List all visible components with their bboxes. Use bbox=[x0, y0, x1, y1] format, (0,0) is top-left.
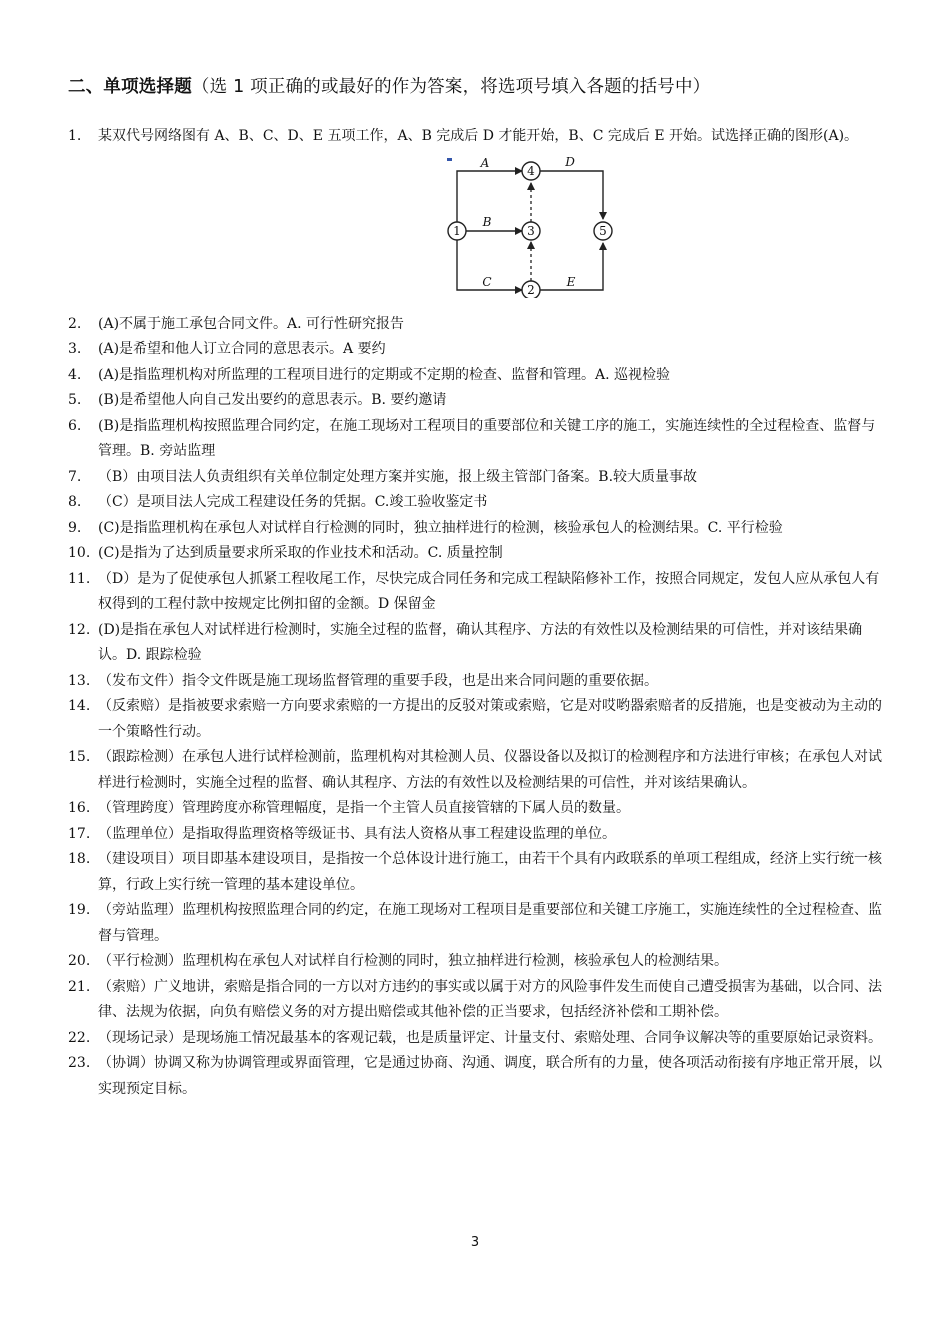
network-diagram-figure bbox=[445, 156, 613, 298]
question-item bbox=[68, 822, 886, 848]
question-number: 5. bbox=[68, 392, 82, 408]
question-item bbox=[68, 1051, 886, 1102]
question-item bbox=[68, 541, 886, 567]
question-number: 16. bbox=[68, 800, 91, 816]
section-instructions: （选 1 项正确的或最好的作为答案，将选项号填入各题的括号中） bbox=[191, 77, 711, 97]
question-item bbox=[68, 949, 886, 975]
question-item bbox=[68, 312, 886, 338]
arrow-d-label: D bbox=[565, 155, 575, 169]
question-item bbox=[68, 745, 886, 796]
question-text: (C)是指监理机构在承包人对试样自行检测的同时，独立抽样进行的检测，核验承包人的检测结果。C. 平行检验 bbox=[98, 519, 783, 536]
question-number: 15. bbox=[68, 749, 91, 765]
section-heading bbox=[68, 74, 908, 100]
question-number: 10. bbox=[68, 545, 91, 561]
question-item bbox=[68, 363, 886, 389]
question-text: （索赔）广义地讲，索赔是指合同的一方以对方违约的事实或以属于对方的风险事件发生而使自己遭受损害为基础，以合同、法律、法规为依据，向负有赔偿义务的对方提出赔偿或其他补偿的正当要求，包括经济补偿和工期补偿。 bbox=[98, 978, 882, 1020]
question-item bbox=[68, 388, 886, 414]
question-item bbox=[68, 618, 886, 669]
diagram-marker bbox=[447, 158, 452, 161]
question-text: （现场记录）是现场施工情况最基本的客观记载，也是质量评定、计量支付、索赔处理、合同争议解决等的重要原始记录资料。 bbox=[98, 1029, 882, 1046]
arrow-a-label: A bbox=[480, 155, 490, 170]
question-text: (A)是指监理机构对所监理的工程项目进行的定期或不定期的检查、监督和管理。A. 巡视检验 bbox=[98, 366, 671, 383]
question-text: （C）是项目法人完成工程建设任务的凭据。C.竣工验收鉴定书 bbox=[98, 494, 488, 510]
arrow-b-label: B bbox=[482, 214, 492, 229]
question-item bbox=[68, 796, 886, 822]
node-3-label: 3 bbox=[527, 223, 535, 238]
question-number: 1. bbox=[68, 128, 82, 144]
question-text: （B）由项目法人负责组织有关单位制定处理方案并实施，报上级主管部门备案。B.较大质量事故 bbox=[98, 468, 698, 485]
question-text: （发布文件）指令文件既是施工现场监督管理的重要手段，也是出来合同问题的重要依据。 bbox=[98, 672, 658, 689]
question-number: 18. bbox=[68, 851, 91, 867]
question-number: 17. bbox=[68, 825, 91, 842]
question-item bbox=[68, 414, 886, 465]
question-item bbox=[68, 124, 886, 298]
question-item bbox=[68, 490, 886, 516]
arrow-c-label: C bbox=[482, 274, 492, 289]
question-number: 21. bbox=[68, 978, 91, 995]
question-item bbox=[68, 694, 886, 745]
question-text: （监理单位）是指取得监理资格等级证书、具有法人资格从事工程建设监理的单位。 bbox=[98, 825, 616, 842]
question-text: (A)是希望和他人订立合同的意思表示。A 要约 bbox=[98, 341, 386, 357]
question-number: 19. bbox=[68, 902, 91, 918]
question-text: （反索赔）是指被要求索赔一方向要求索赔的一方提出的反驳对策或索赔，它是对哎哟器索赔者的反措施，也是变被动为主动的一个策略性行动。 bbox=[98, 698, 882, 740]
question-number: 6. bbox=[68, 417, 82, 434]
question-list bbox=[68, 124, 886, 1102]
question-number: 2. bbox=[68, 315, 82, 332]
question-number: 23. bbox=[68, 1055, 91, 1071]
question-text: (B)是希望他人向自己发出要约的意思表示。B. 要约邀请 bbox=[98, 392, 447, 408]
question-text: （跟踪检测）在承包人进行试样检测前，监理机构对其检测人员、仪器设备以及拟订的检测程序和方法进行审核；在承包人对试样进行检测时，实施全过程的监督、确认其程序、方法的有效性以及检测结果的可信性，并对该结果确认。 bbox=[98, 749, 882, 791]
question-item bbox=[68, 516, 886, 542]
question-item bbox=[68, 898, 886, 949]
question-text: （建设项目）项目即基本建设项目，是指按一个总体设计进行施工，由若干个具有内政联系的单项工程组成，经济上实行统一核算，行政上实行统一管理的基本建设单位。 bbox=[98, 851, 882, 893]
question-item bbox=[68, 337, 886, 363]
section-title: 二、单项选择题 bbox=[68, 77, 192, 97]
question-item bbox=[68, 465, 886, 491]
question-text: (D)是指在承包人对试样进行检测时，实施全过程的监督，确认其程序、方法的有效性以及检测结果的可信性，并对该结果确认。D. 跟踪检验 bbox=[98, 621, 863, 663]
question-text: (C)是指为了达到质量要求所采取的作业技术和活动。C. 质量控制 bbox=[98, 545, 503, 561]
question-text: （平行检测）监理机构在承包人对试样自行检测的同时，独立抽样进行检测，核验承包人的检测结果。 bbox=[98, 953, 728, 969]
question-text: （协调）协调又称为协调管理或界面管理，它是通过协商、沟通、调度，联合所有的力量，使各项活动衔接有序地正常开展，以实现预定目标。 bbox=[98, 1055, 882, 1097]
question-number: 3. bbox=[68, 341, 82, 357]
arrow-d-line bbox=[540, 171, 603, 219]
question-number: 8. bbox=[68, 494, 82, 510]
network-diagram bbox=[445, 156, 613, 298]
question-number: 7. bbox=[68, 468, 82, 485]
node-5-label: 5 bbox=[599, 223, 607, 238]
question-text: (B)是指监理机构按照监理合同约定，在施工现场对工程项目的重要部位和关键工序的施工，实施连续性的全过程检查、监督与管理。B. 旁站监理 bbox=[98, 417, 876, 459]
question-item bbox=[68, 1026, 886, 1052]
question-text: 某双代号网络图有 A、B、C、D、E 五项工作，A、B 完成后 D 才能开始，B、C 完成后 E 开始。试选择正确的图形(A)。 bbox=[98, 128, 859, 144]
question-text: （管理跨度）管理跨度亦称管理幅度，是指一个主管人员直接管辖的下属人员的数量。 bbox=[98, 800, 630, 816]
question-number: 11. bbox=[68, 570, 91, 587]
node-4-label: 4 bbox=[527, 163, 535, 178]
question-number: 9. bbox=[68, 519, 82, 536]
question-text: （旁站监理）监理机构按照监理合同的约定，在施工现场对工程项目是重要部位和关键工序施工，实施连续性的全过程检查、监督与管理。 bbox=[98, 902, 882, 944]
question-text: (A)不属于施工承包合同文件。A. 可行性研究报告 bbox=[98, 315, 405, 332]
question-number: 14. bbox=[68, 698, 91, 714]
question-item bbox=[68, 975, 886, 1026]
question-number: 22. bbox=[68, 1029, 91, 1046]
question-item bbox=[68, 567, 886, 618]
node-1-label: 1 bbox=[453, 223, 461, 238]
question-number: 13. bbox=[68, 672, 91, 689]
node-2-label: 2 bbox=[527, 282, 535, 297]
question-number: 4. bbox=[68, 366, 82, 383]
question-number: 12. bbox=[68, 621, 91, 638]
page-number: 3 bbox=[470, 1235, 480, 1250]
question-item bbox=[68, 669, 886, 695]
arrow-e-label: E bbox=[566, 274, 576, 289]
question-number: 20. bbox=[68, 953, 91, 969]
question-item bbox=[68, 847, 886, 898]
question-text: （D）是为了促使承包人抓紧工程收尾工作，尽快完成合同任务和完成工程缺陷修补工作，按照合同规定，发包人应从承包人有权得到的工程付款中按规定比例扣留的金额。D 保留金 bbox=[98, 570, 880, 612]
